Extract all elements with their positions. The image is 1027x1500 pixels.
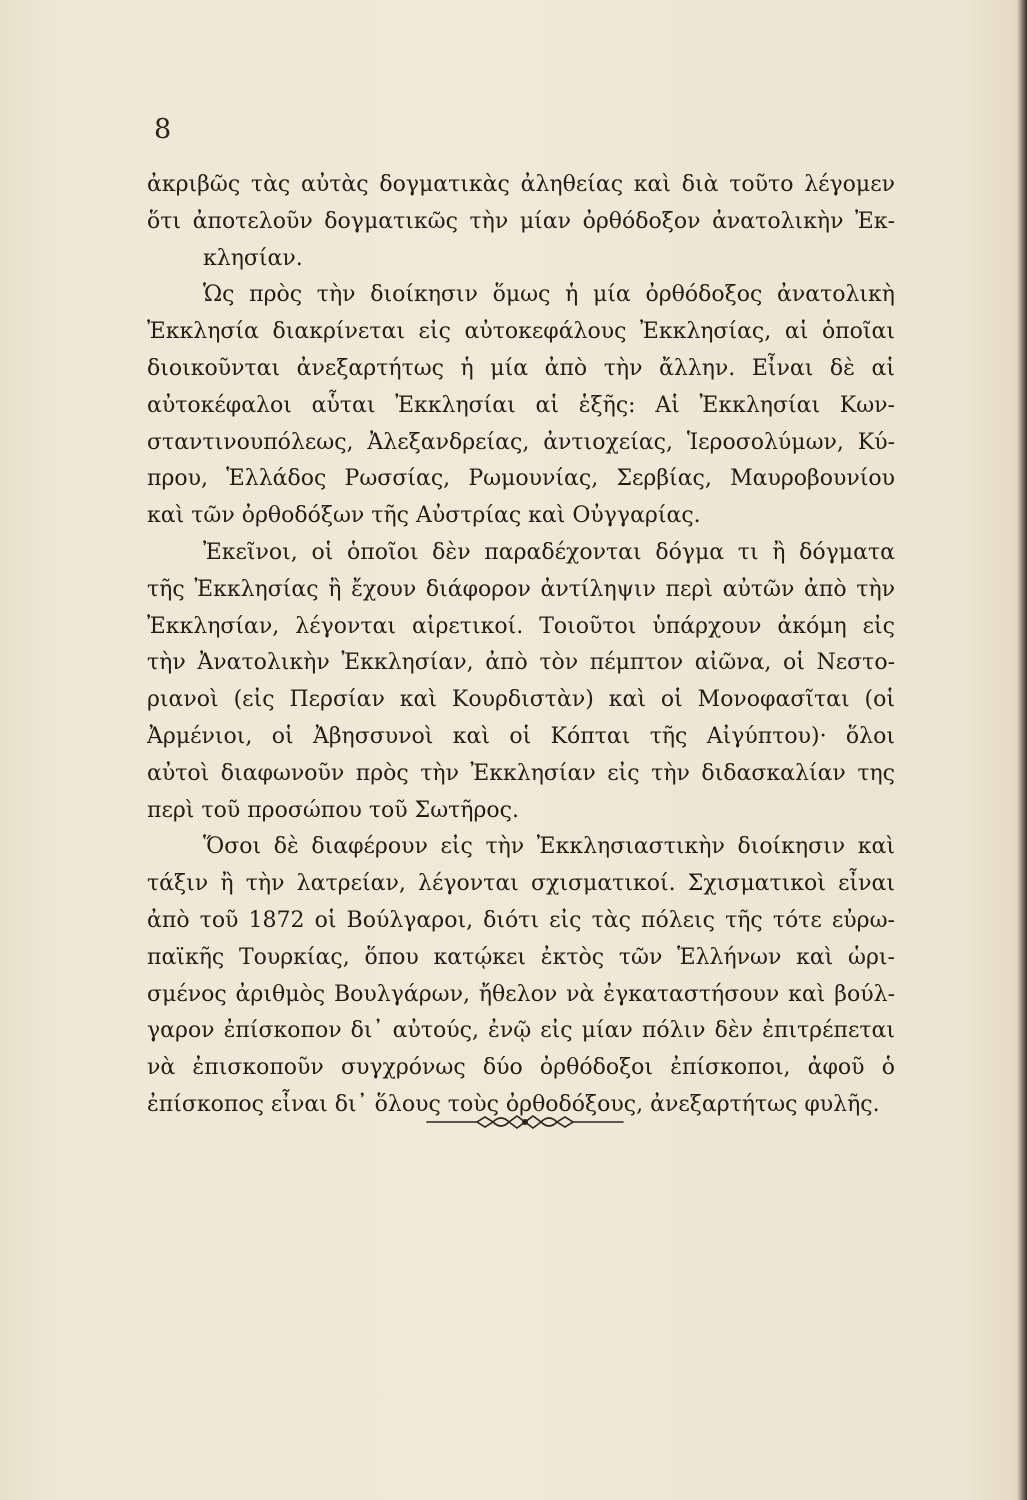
text-line: πρου, Ἑλλάδος Ρωσσίας, Ρωμουνίας, Σερβίας, Μαυροβουνίου	[147, 466, 895, 492]
text-line: ριανοὶ (εἰς Περσίαν καὶ Κουρδιστὰν) καὶ οἱ Μονοφασῖται (οἱ	[147, 687, 895, 713]
text-line: Ἀρμένιοι, οἱ Ἀβησσυνοὶ καὶ οἱ Κόπται τῆς Αἰγύπτου)· ὅλοι	[147, 723, 895, 749]
body-text	[147, 167, 895, 1124]
text-line: καὶ τῶν ὀρθοδόξων τῆς Αὐστρίας καὶ Οὐγγαρίας.	[147, 503, 701, 529]
text-line: ἀκριβῶς τὰς αὐτὰς δογματικὰς ἀληθείας καὶ διὰ τοῦτο λέγομεν	[147, 172, 895, 197]
text-line: περὶ τοῦ προσώπου τοῦ Σωτῆρος.	[147, 797, 519, 823]
text-line: τὴν Ἀνατολικὴν Ἐκκλησίαν, ἀπὸ τὸν πέμπτον αἰῶνα, οἱ Νεστο-	[147, 650, 895, 676]
text-line: σταντινουπόλεως, Ἀλεξανδρείας, ἀντιοχείας, Ἱεροσολύμων, Κύ-	[147, 429, 895, 455]
text-line: Ὡς πρὸς τὴν διοίκησιν ὅμως ἡ μία ὀρθόδοξος ἀνατολικὴ	[203, 282, 895, 308]
decorative-rule-ornament-icon	[425, 1108, 625, 1136]
text-line: διοικοῦνται ἀνεξαρτήτως ἡ μία ἀπὸ τὴν ἄλλην. Εἶναι δὲ αἱ	[147, 355, 895, 381]
text-line: νὰ ἐπισκοποῦν συγχρόνως δύο ὀρθόδοξοι ἐπίσκοποι, ἀφοῦ ὁ	[147, 1055, 895, 1081]
text-line: Ἐκεῖνοι, οἱ ὁποῖοι δὲν παραδέχονται δόγμα τι ἢ δόγματα	[203, 539, 895, 565]
page-number: 8	[154, 114, 172, 145]
text-line: τῆς Ἐκκλησίας ἢ ἔχουν διάφορον ἀντίληψιν περὶ αὐτῶν ἀπὸ τὴν	[147, 576, 895, 602]
text-line: αὐτοκέφαλοι αὗται Ἐκκλησίαι αἱ ἑξῆς: Αἱ Ἐκκλησίαι Κων-	[147, 392, 895, 418]
text-line: γαρον ἐπίσκοπον δι᾽ αὐτούς, ἐνῷ εἰς μίαν πόλιν δὲν ἐπιτρέπεται	[147, 1018, 895, 1044]
text-line: ἀπὸ τοῦ 1872 οἱ Βούλγαροι, διότι εἰς τὰς πόλεις τῆς τότε εὐρω-	[147, 907, 895, 933]
text-line: κλησίαν.	[203, 245, 303, 271]
text-line: σμένος ἀριθμὸς Βουλγάρων, ἤθελον νὰ ἐγκαταστήσουν καὶ βούλ-	[147, 981, 895, 1007]
page-edge-shadow	[1017, 0, 1027, 1500]
text-line: ὅτι ἀποτελοῦν δογματικῶς τὴν μίαν ὀρθόδοξον ἀνατολικὴν Ἐκ-	[147, 208, 895, 234]
text-line: Ἐκκλησίαν, λέγονται αἱρετικοί. Τοιοῦτοι ὑπάρχουν ἀκόμη εἰς	[147, 613, 895, 639]
text-line: αὐτοὶ διαφωνοῦν πρὸς τὴν Ἐκκλησίαν εἰς τὴν διδασκαλίαν της	[147, 760, 895, 786]
text-line: τάξιν ἢ τὴν λατρείαν, λέγονται σχισματικοί. Σχισματικοὶ εἶναι	[147, 871, 895, 897]
text-line: Ἐκκλησία διακρίνεται εἰς αὐτοκεφάλους Ἐκκλησίας, αἱ ὁποῖαι	[147, 319, 895, 345]
text-line: Ὅσοι δὲ διαφέρουν εἰς τὴν Ἐκκλησιαστικὴν διοίκησιν καὶ	[203, 834, 895, 860]
text-line: ἐπίσκοπος εἶναι δι᾽ ὅλους τοὺς ὀρθοδόξους, ἀνεξαρτήτως φυλῆς.	[147, 1091, 880, 1117]
text-line: παϊκῆς Τουρκίας, ὅπου κατῴκει ἐκτὸς τῶν Ἑλλήνων καὶ ὡρι-	[147, 944, 895, 970]
